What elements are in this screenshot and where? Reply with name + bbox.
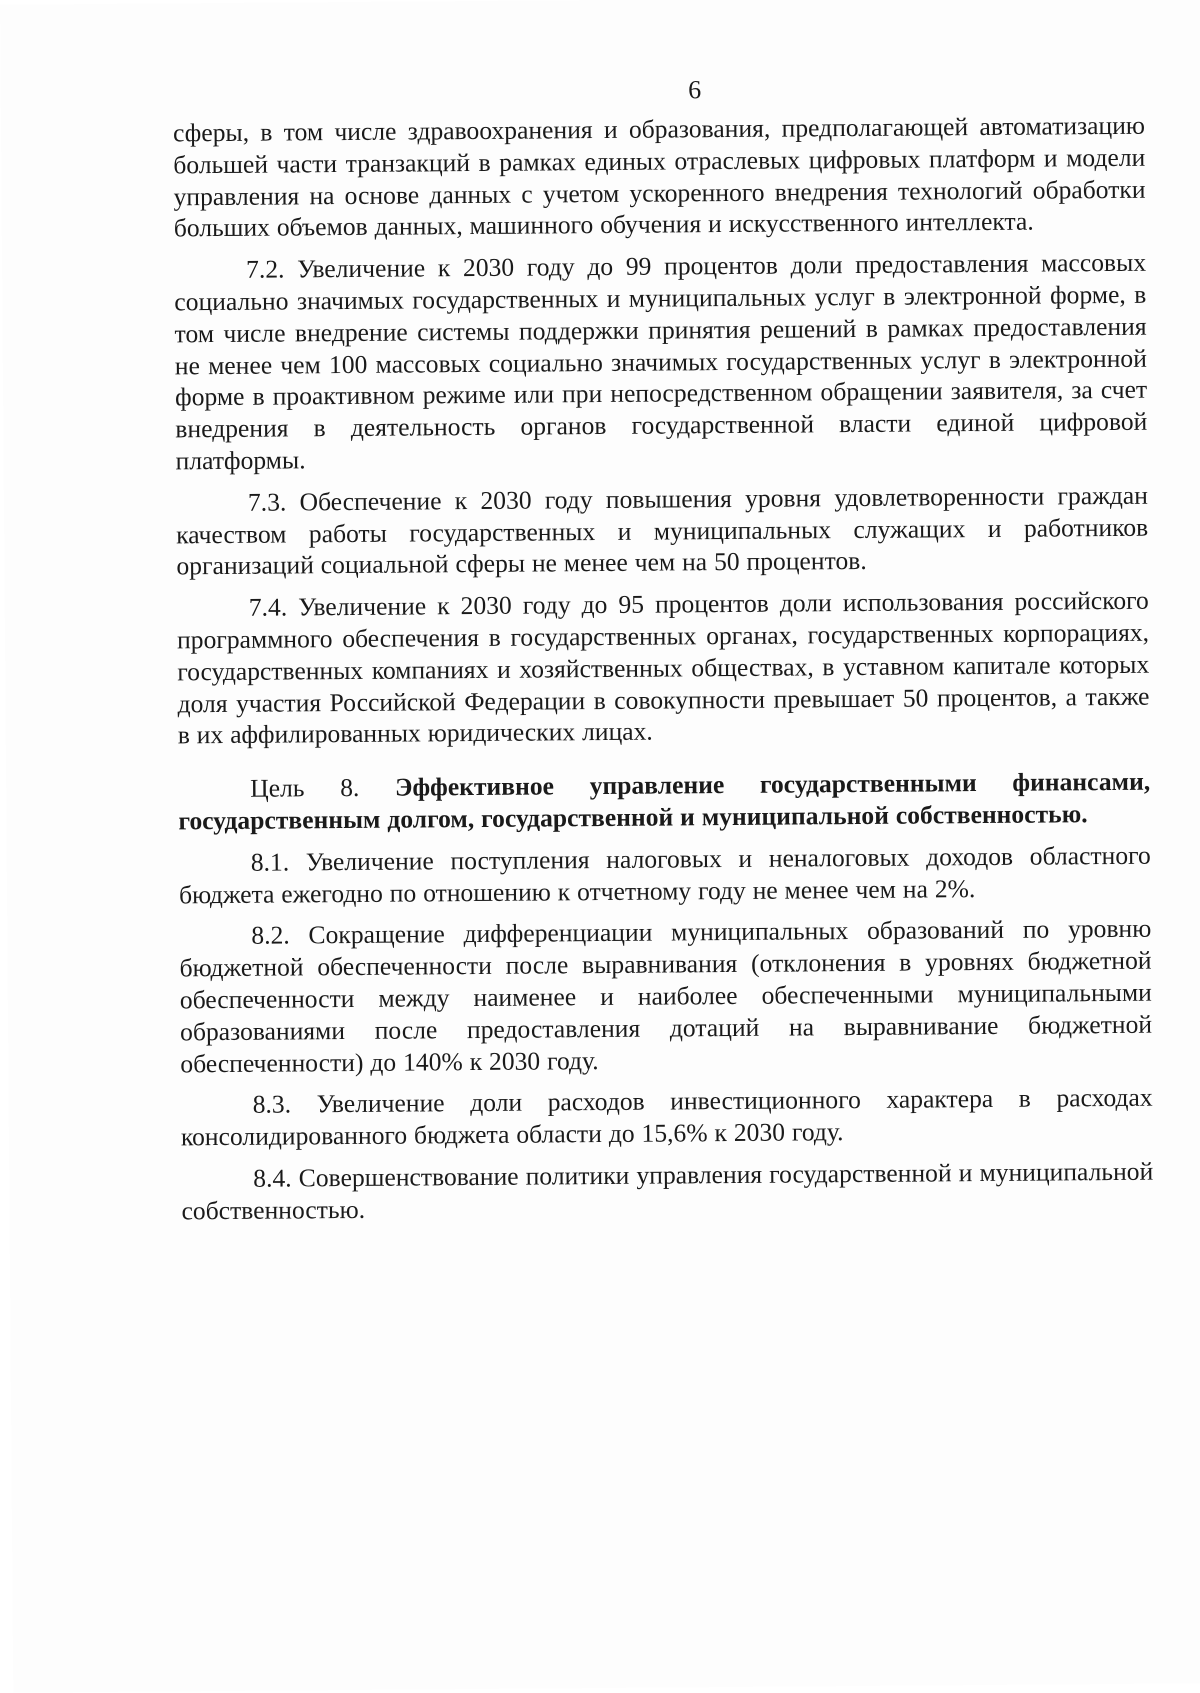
paragraph-8-1: 8.1. Увеличение поступления налоговых и неналоговых доходов областного бюджета ежегодно по отношению к отчетному году не менее чем на 2%. xyxy=(178,840,1151,909)
goal-8-prefix: Цель 8. xyxy=(250,772,396,803)
paragraph-7-2: 7.2. Увеличение к 2030 году до 99 процентов доли предоставления массовых социально значимых государственных и муниципальных услуг в электронной форме, в том числе внедрение системы поддержки принятия решений в рамках предоставления не менее чем 100 массовых социально значимых государственных услуг в электронной форме в проактивном режиме или при непосредственном обращении заявителя, за счет внедрения в деятельность органов государственной власти единой цифровой платформы. xyxy=(174,247,1148,476)
document-body xyxy=(173,110,1154,1237)
goal-8-title: Эффективное управление государственными финансами, государственным долгом, государственной и муниципальной собственностью. xyxy=(178,766,1151,836)
paragraph-7-4: 7.4. Увеличение к 2030 году до 95 процентов доли использования российского программного обеспечения в государственных органах, государственных корпорациях, государственных компаниях и хозяйственных обществах, в уставном капитале которых доля участия Российской Федерации в совокупности превышает 50 процентов, а также в их аффилированных юридических лицах. xyxy=(176,585,1150,750)
goal-8-heading xyxy=(178,766,1150,837)
paragraph-7-3: 7.3. Обеспечение к 2030 году повышения уровня удовлетворенности граждан качеством работы государственных и муниципальных служащих и работников организаций социальной сферы не менее чем на 50 процентов. xyxy=(176,480,1149,581)
paragraph-8-4: 8.4. Совершенствование политики управления государственной и муниципальной собственностью. xyxy=(181,1156,1154,1226)
page-number: 6 xyxy=(688,75,702,105)
paragraph-8-2: 8.2. Сокращение дифференциации муниципальных образований по уровню бюджетной обеспеченности после выравнивания (отклонения в уровнях бюджетной обеспеченности между наименее и наиболее обеспеченными муниципальными образованиями после предоставления дотаций на выравнивание бюджетной обеспеченности) до 140% к 2030 году. xyxy=(179,914,1153,1078)
paragraph-intro: сферы, в том числе здравоохранения и образования, предполагающей автоматизацию большей части транзакций в рамках единых отраслевых цифровых платформ и модели управления на основе данных с учетом ускоренного внедрения технологий обработки больших объемов данных, машинного обучения и искусственного интеллекта. xyxy=(172,110,1146,243)
paragraph-8-3: 8.3. Увеличение доли расходов инвестиционного характера в расходах консолидированного бюджета области до 15,6% к 2030 году. xyxy=(180,1083,1153,1152)
